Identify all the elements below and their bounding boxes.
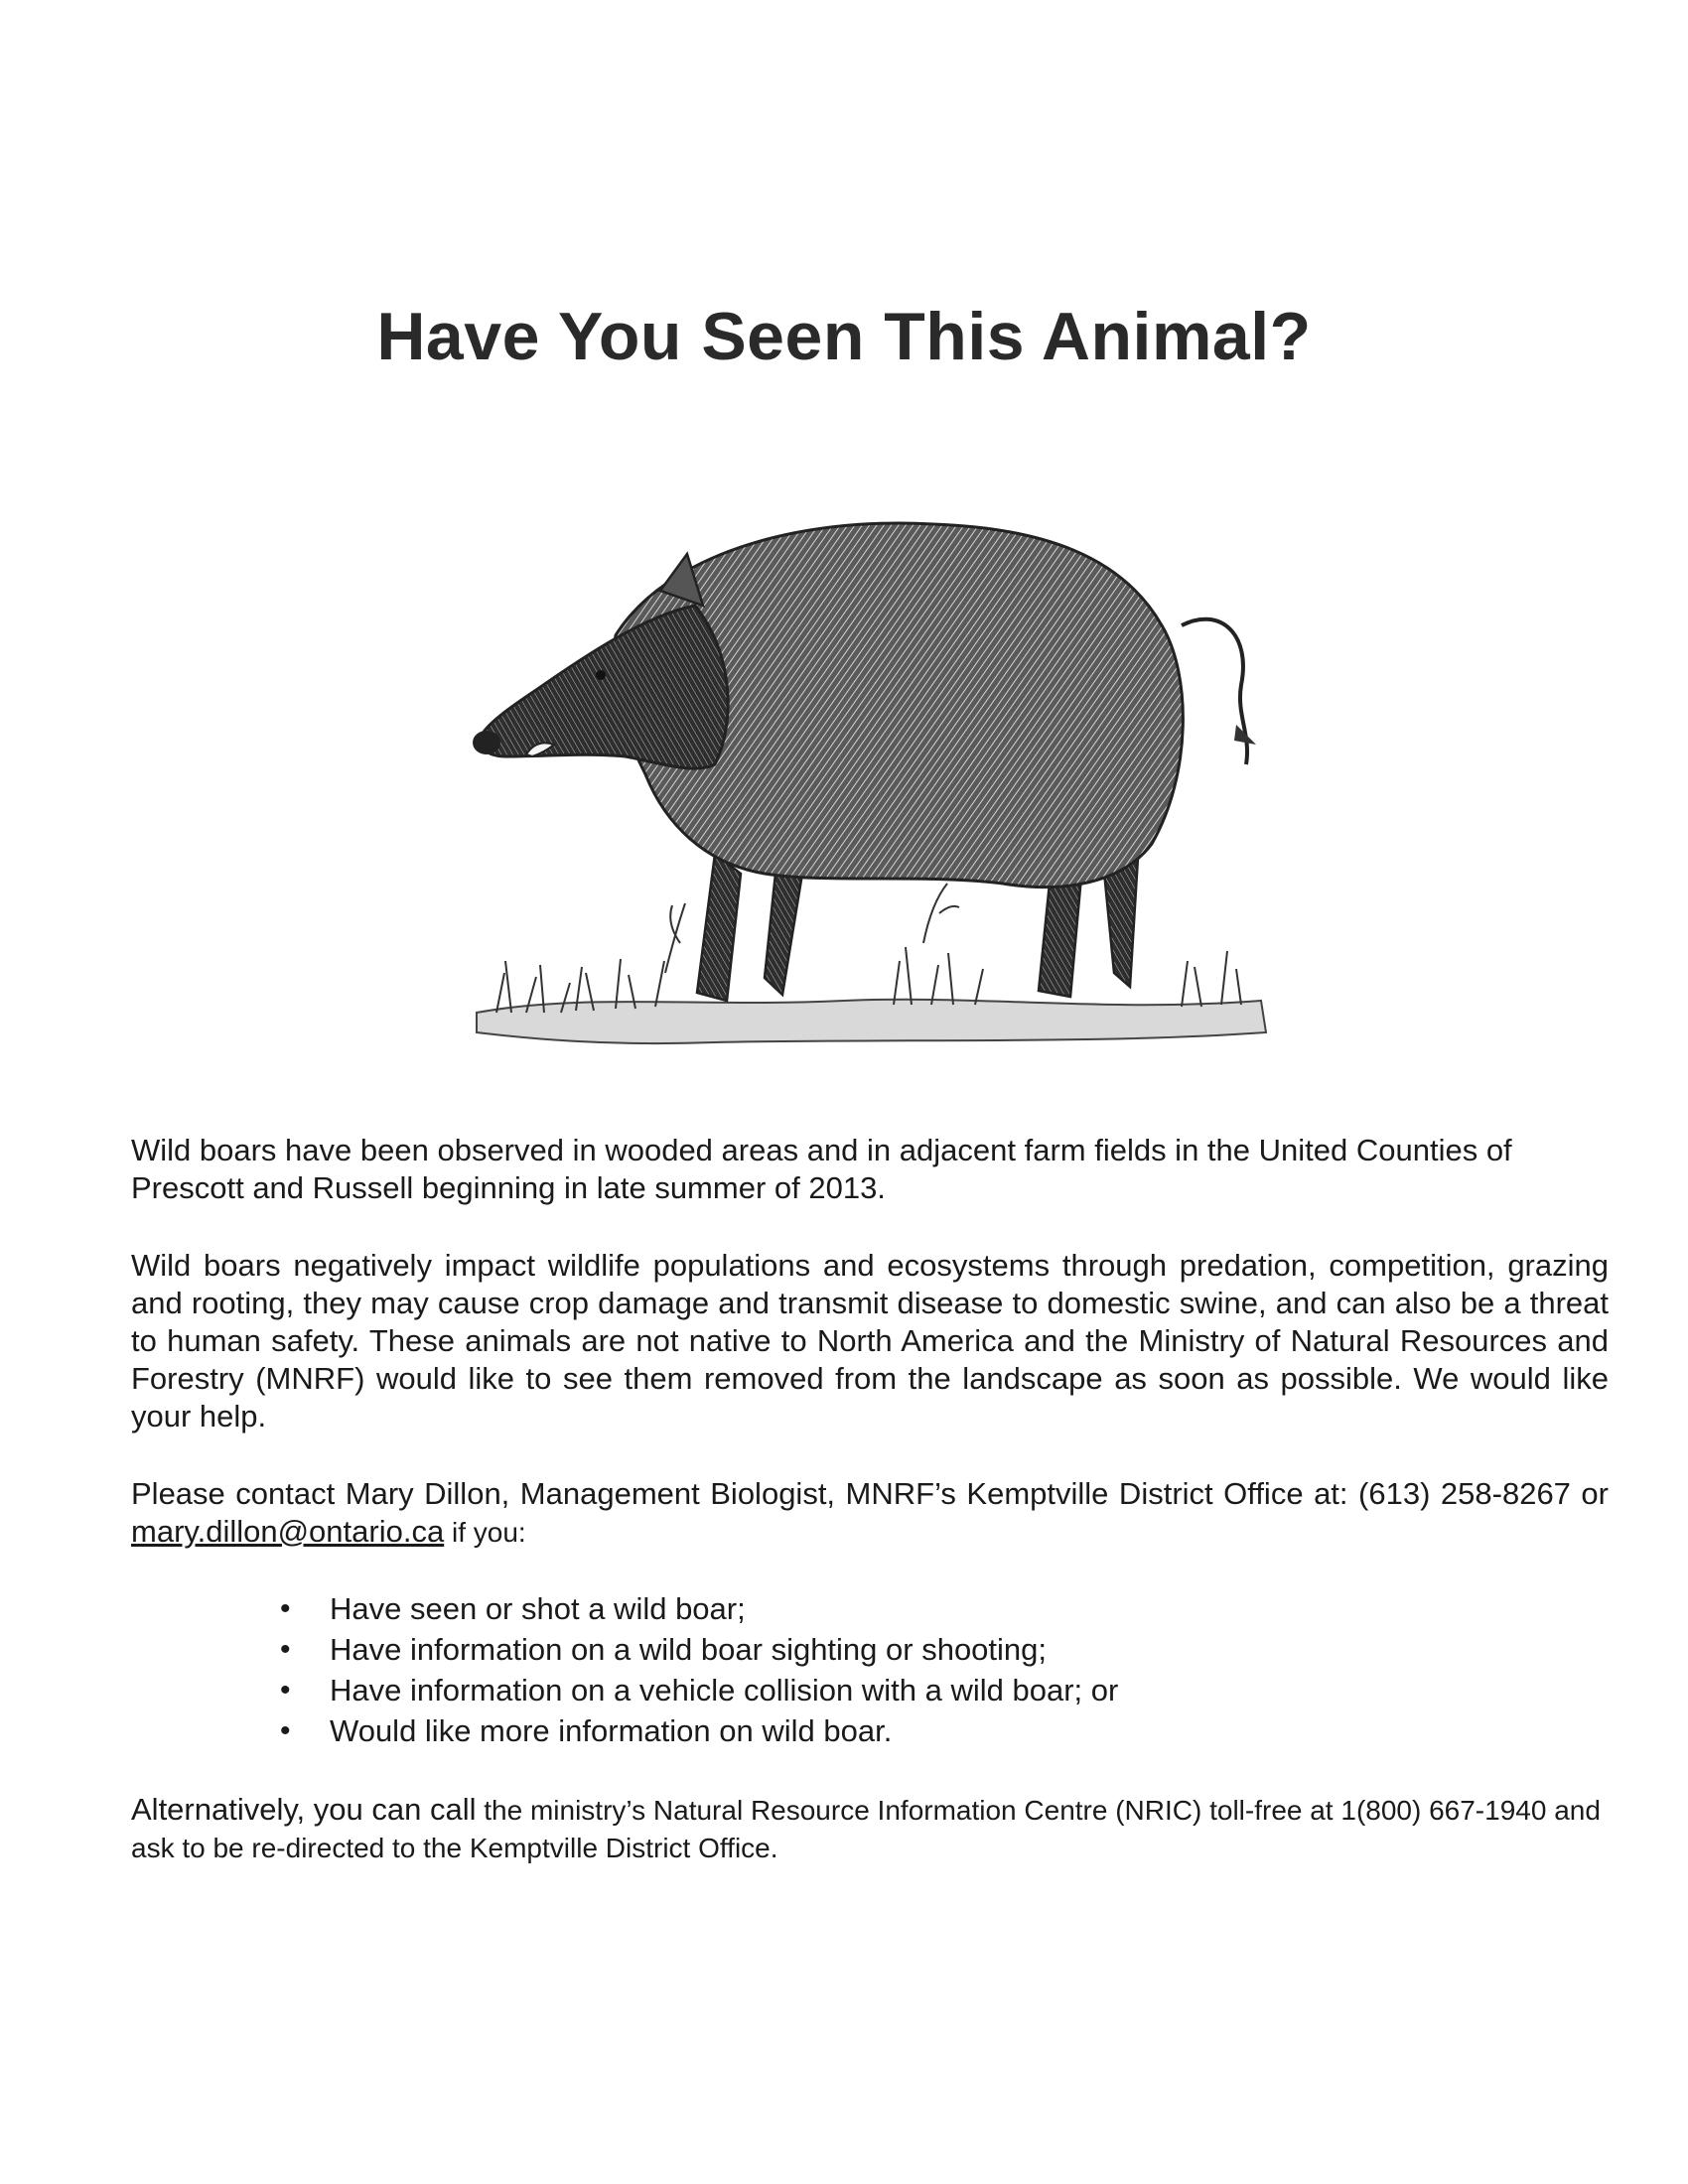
paragraph-impact: Wild boars negatively impact wildlife populations and ecosystems through predation, competition, grazing and rooting, they may cause crop damage and transmit disease to domestic swine, and can also be a threat to human safety. These animals are not native to North America and the Ministry of Natural Resources and Forestry (MNRF) would like to see them removed from the landscape as soon as possible. We would like your help. [131,1248,1609,1433]
wild-boar-illustration [467,477,1281,1052]
contact-email-link[interactable]: mary.dillon@ontario.ca [131,1514,445,1549]
list-item: • Have information on a wild boar sighting or shooting; [280,1629,1118,1670]
list-item: • Would like more information on wild boar. [280,1710,1118,1751]
contact-tail: if you: [444,1517,526,1548]
alternative-rest: the ministry’s Natural Resource Information Centre (NRIC) toll-free at 1(800) 667-1940 and ask to be re-directed to the Kemptville District Office. [131,1795,1601,1863]
paragraph-alternative [131,1791,1609,1867]
paragraph-observed: Wild boars have been observed in wooded areas and in adjacent farm fields in the United Counties of Prescott and Russell beginning in late summer of 2013. [131,1133,1512,1205]
list-item: • Have information on a vehicle collision with a wild boar; or [280,1670,1118,1710]
contact-lead: Please contact Mary Dillon, Management Biologist, MNRF’s Kemptville District Office at: (613) 258-8267 or [131,1476,1609,1511]
reasons-list [280,1588,1118,1751]
list-item: • Have seen or shot a wild boar; [280,1588,1118,1629]
paragraph-contact [131,1475,1609,1552]
page-title: Have You Seen This Animal? [376,299,1312,374]
alternative-lead: Alternatively, you can call [131,1792,477,1827]
